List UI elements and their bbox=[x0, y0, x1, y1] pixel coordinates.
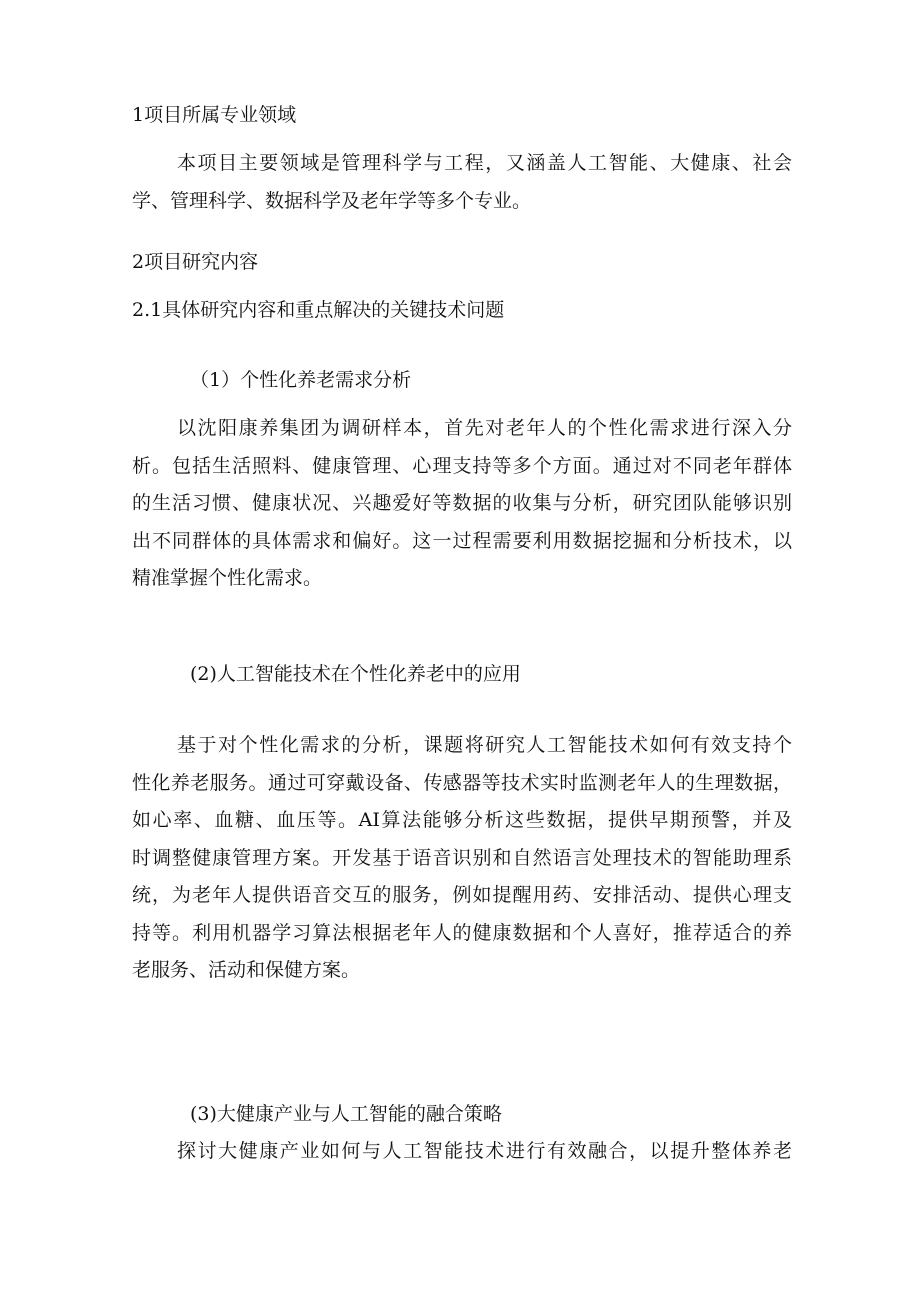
paragraph-line: 出不同群体的具体需求和偏好。这一过程需要利用数据挖掘和分析技术，以 bbox=[132, 529, 792, 552]
section-1-paragraph bbox=[132, 145, 792, 220]
paragraph-line: 析。包括生活照料、健康管理、心理支持等多个方面。通过对不同老年群体 bbox=[132, 454, 792, 477]
paragraph-line: 老服务、活动和保健方案。 bbox=[132, 959, 361, 981]
item-2-heading: (2)人工智能技术在个性化养老中的应用 bbox=[190, 663, 521, 685]
item-2-paragraph bbox=[132, 727, 792, 990]
item-3-heading: (3)大健康产业与人工智能的融合策略 bbox=[190, 1103, 502, 1125]
paragraph-line: 基于对个性化需求的分析，课题将研究人工智能技术如何有效支持个 bbox=[177, 734, 792, 756]
paragraph-line: 时调整健康管理方案。开发基于语音识别和自然语言处理技术的智能助理系 bbox=[132, 846, 792, 869]
paragraph-line: 的生活习惯、健康状况、兴趣爱好等数据的收集与分析，研究团队能够识别 bbox=[132, 492, 792, 514]
paragraph-line: 精准掌握个性化需求。 bbox=[132, 567, 323, 589]
paragraph-line: 以沈阳康养集团为调研样本，首先对老年人的个性化需求进行深入分 bbox=[177, 417, 792, 439]
section-2-heading: 2项目研究内容 bbox=[132, 251, 259, 273]
paragraph-line: 学、管理科学、数据科学及老年学等多个专业。 bbox=[132, 189, 532, 212]
paragraph-line: 本项目主要领域是管理科学与工程，又涵盖人工智能、大健康、社会 bbox=[177, 152, 792, 174]
item-3-paragraph bbox=[132, 1133, 792, 1171]
section-2-1-heading: 2.1具体研究内容和重点解决的关键技术问题 bbox=[132, 299, 505, 321]
paragraph-line: 持等。利用机器学习算法根据老年人的健康数据和个人喜好，推荐适合的养 bbox=[132, 921, 792, 944]
paragraph-line: 如心率、血糖、血压等。AI算法能够分析这些数据，提供早期预警，并及 bbox=[132, 809, 792, 831]
section-1-heading: 1项目所属专业领域 bbox=[132, 104, 297, 126]
paragraph-line: 探讨大健康产业如何与人工智能技术进行有效融合，以提升整体养老 bbox=[177, 1140, 792, 1162]
item-1-paragraph bbox=[132, 410, 792, 598]
paragraph-line: 统，为老年人提供语音交互的服务，例如提醒用药、安排活动、提供心理支 bbox=[132, 884, 792, 906]
item-1-heading: （1）个性化养老需求分析 bbox=[190, 369, 412, 391]
paragraph-line: 性化养老服务。通过可穿戴设备、传感器等技术实时监测老年人的生理数据， bbox=[132, 771, 792, 794]
